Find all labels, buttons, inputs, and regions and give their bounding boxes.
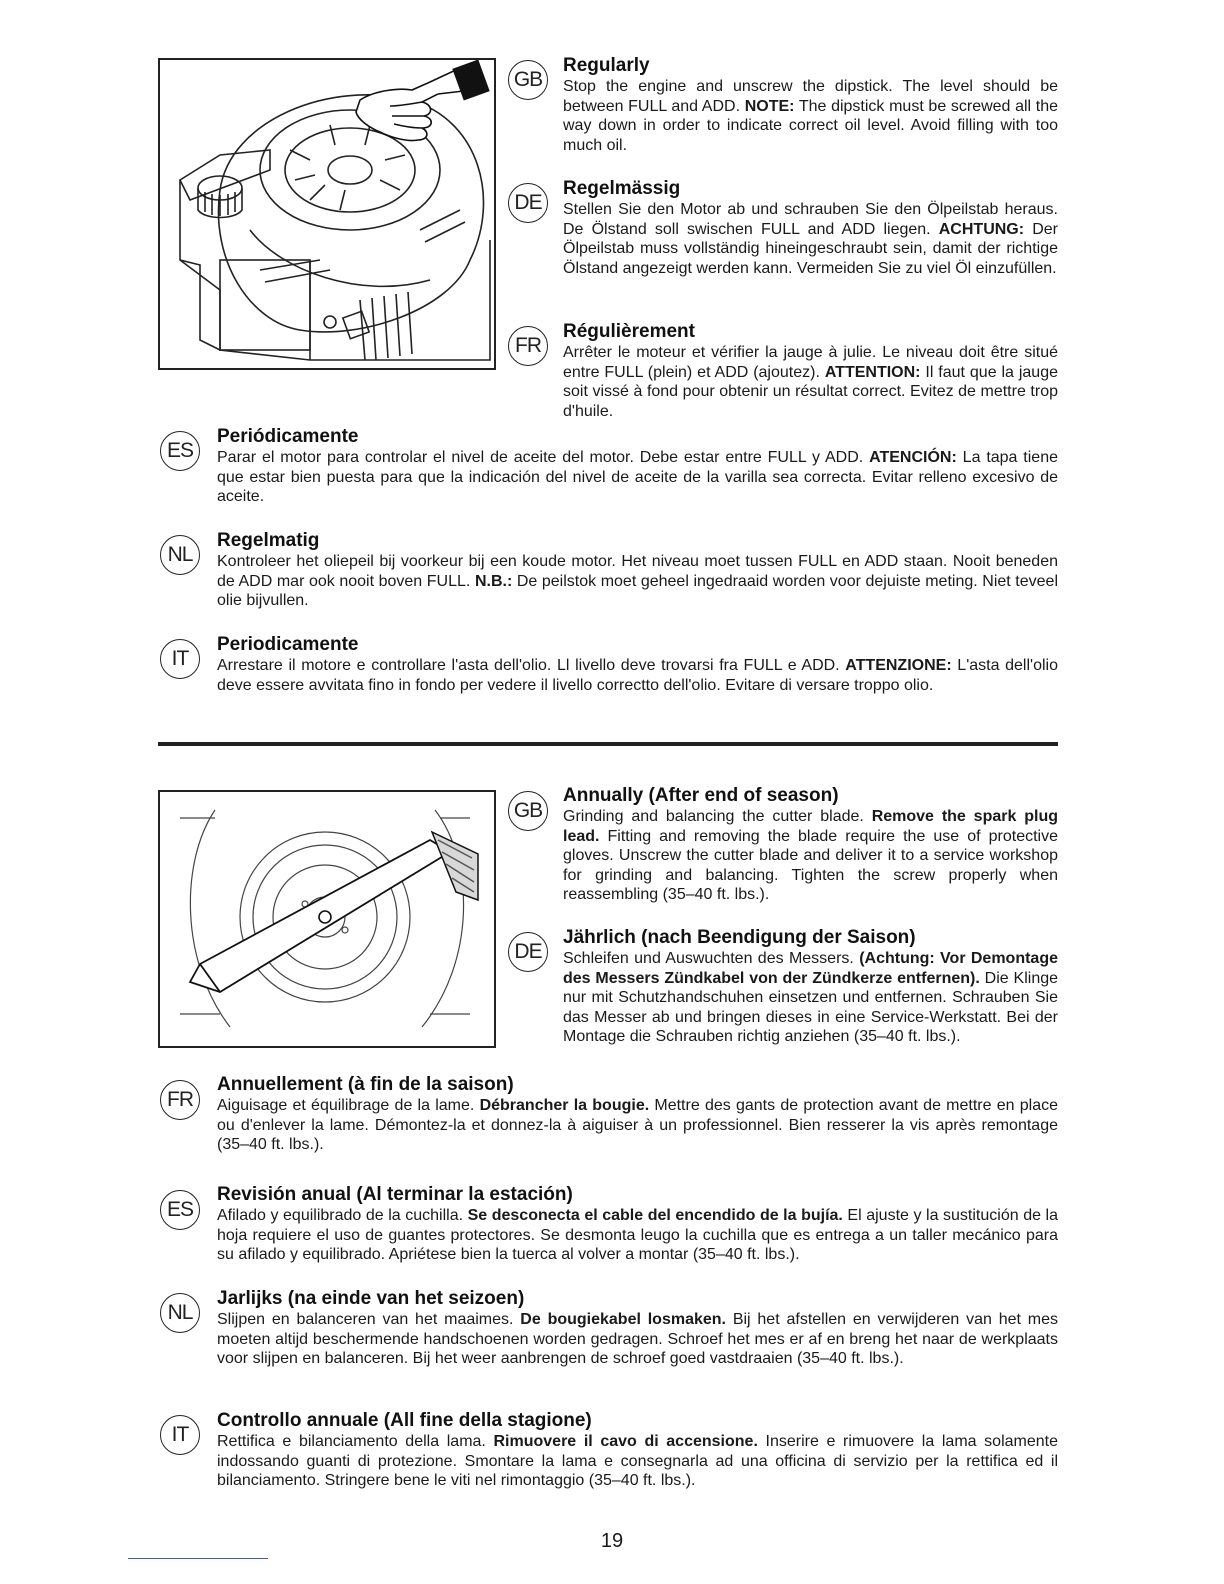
section-regularly-gb xyxy=(563,55,1058,155)
lang-badge-de: DE xyxy=(508,932,548,972)
section-text: Schleifen und Auswuchten des Messers. (Achtung: Vor Demontage des Messers Zündkabel von der Zündkerze entfernen). Die Klinge nur mit Schutzhandschuhen einsetzen und entfernen. Schrauben Sie das Messer ab und bringen dieses in eine Service-Werkstatt. Bei der Montage die Schrauben richtig anziehen (35–40 ft. lbs.). xyxy=(563,950,1059,1045)
lang-badge-it: IT xyxy=(160,639,200,679)
section-text: Slijpen en balanceren van het maaimes. De bougiekabel losmaken. Bij het afstellen en verwijderen van het mes moeten altijd beschermende handschoenen worden gedragen. Schroef het mes er af en breng het naar de werkplaats voor slijpen en balanceren. Bij het weer aanbrengen de schroef goed vastdraaien (35–40 ft. lbs.). xyxy=(217,1311,1059,1367)
section-jarlijks-nl xyxy=(217,1288,1058,1369)
section-text: Stellen Sie den Motor ab und schrauben Sie den Ölpeilstab heraus. De Ölstand soll swischen FULL and ADD liegen. ACHTUNG: Der Ölpeilstab muss vollständig hineingeschraubt sein, damit der richtige Ölstand angezeigt werden kann. Vermeiden Sie zu viel Öl einzufüllen. xyxy=(563,201,1058,277)
section-controllo-annuale-it xyxy=(217,1410,1058,1491)
section-title: Regularly xyxy=(563,55,650,76)
section-regelmatig-nl xyxy=(217,530,1058,611)
section-title: Annually (After end of season) xyxy=(563,785,839,806)
section-text: Afilado y equilibrado de la cuchilla. Se desconecta el cable del encendido de la bujía. El ajuste y la sustitución de la hoja requiere el uso de guantes protectores. Se desmonta leugo la cuchilla que es entrega a un taller mecánico para su afilado y equilibrado. Apriétese bien la tuerca al volver a montar (35–40 ft. lbs.). xyxy=(217,1207,1058,1263)
lang-badge-fr: FR xyxy=(160,1080,200,1120)
engine-illustration xyxy=(158,58,496,370)
section-text: Stop the engine and unscrew the dipstick. The level should be between FULL and ADD. NOTE: The dipstick must be screwed all the way down in order to indicate correct oil level. Avoid filling with too much oil. xyxy=(563,78,1059,154)
blade-drawing xyxy=(160,792,494,1046)
section-title: Jährlich (nach Beendigung der Saison) xyxy=(563,927,916,948)
section-title: Regelmässig xyxy=(563,178,681,199)
section-text: Parar el motor para controlar el nivel de aceite del motor. Debe estar entre FULL y ADD. ATENCIÓN: La tapa tiene que estar bien puesta para que la indicación del nivel de aceite de la varilla sea correcta. Evitar relleno excesivo de aceite. xyxy=(217,449,1059,505)
section-title: Periodicamente xyxy=(217,634,359,655)
lang-badge-nl: NL xyxy=(160,535,200,575)
lang-badge-gb: GB xyxy=(508,791,548,831)
section-regelmassig-de xyxy=(563,178,1058,278)
page-number: 19 xyxy=(600,1530,624,1552)
lang-badge-gb: GB xyxy=(508,60,548,100)
section-annuellement-fr xyxy=(217,1074,1058,1155)
section-regulierement-fr xyxy=(563,321,1058,421)
section-title: Regelmatig xyxy=(217,530,320,551)
section-text: Aiguisage et équilibrage de la lame. Débrancher la bougie. Mettre des gants de protection avant de mettre en place ou d'enlever la lame. Démontez-la et donnez-la à aiguiser à un professionnel. Bien resserer la vis après remontage (35–40 ft. lbs.). xyxy=(217,1097,1059,1153)
lang-badge-nl: NL xyxy=(160,1293,200,1333)
lang-badge-de: DE xyxy=(508,183,548,223)
section-text: Grinding and balancing the cutter blade. Remove the spark plug lead. Fitting and removing the blade require the use of protective gloves. Unscrew the cutter blade and deliver it to a service workshop for grinding and balancing. Tighten the screw properly when reassembling (35–40 ft. lbs.). xyxy=(563,808,1059,903)
section-text: Arrestare il motore e controllare l'asta dell'olio. Ll livello deve trovarsi fra FULL e ADD. ATTENZIONE: L'asta dell'olio deve essere avvitata fino in fondo per vedere il livello correctto dell'olio. Evitare di versare troppo olio. xyxy=(217,657,1059,694)
lang-badge-es: ES xyxy=(160,431,200,471)
section-revision-anual-es xyxy=(217,1184,1058,1265)
section-periodicamente-it xyxy=(217,634,1058,695)
lang-badge-fr: FR xyxy=(508,326,548,366)
section-jahrlich-de xyxy=(563,927,1058,1047)
section-title: Annuellement (à fin de la saison) xyxy=(217,1074,514,1095)
section-title: Controllo annuale (All fine della stagione) xyxy=(217,1410,592,1431)
section-text: Rettifica e bilanciamento della lama. Rimuovere il cavo di accensione. Inserire e rimuovere la lama solamente indossando guanti di protezione. Smontare la lama e consegnarla ad una officina di servizio per la rettifica ed il bilanciamento. Stringere bene le viti nel rimontaggio (35–40 ft. lbs.). xyxy=(217,1433,1058,1489)
section-title: Revisión anual (Al terminar la estación) xyxy=(217,1184,573,1205)
section-periodicamente-es xyxy=(217,426,1058,507)
section-divider xyxy=(158,742,1058,746)
section-title: Régulièrement xyxy=(563,321,695,342)
footer-link-underline xyxy=(128,1558,268,1559)
section-title: Jarlijks (na einde van het seizoen) xyxy=(217,1288,525,1309)
lang-badge-it: IT xyxy=(160,1415,200,1455)
section-text: Arrêter le moteur et vérifier la jauge à julie. Le niveau doit être situé entre FULL (plein) et ADD (ajoutez). ATTENTION: Il faut que la jauge soit vissé à fond pour obtenir un résultat correct. Evitez de mettre trop d'huile. xyxy=(563,344,1058,420)
section-annually-gb xyxy=(563,785,1058,905)
engine-drawing xyxy=(160,60,494,368)
lang-badge-es: ES xyxy=(160,1190,200,1230)
section-title: Periódicamente xyxy=(217,426,359,447)
blade-illustration xyxy=(158,790,496,1048)
section-text: Kontroleer het oliepeil bij voorkeur bij een koude motor. Het niveau moet tussen FULL en ADD staan. Nooit beneden de ADD mar ook nooit boven FULL. N.B.: De peilstok moet geheel ingedraaid worden voor dejuiste meting. Niet teveel olie bijvullen. xyxy=(217,553,1059,609)
